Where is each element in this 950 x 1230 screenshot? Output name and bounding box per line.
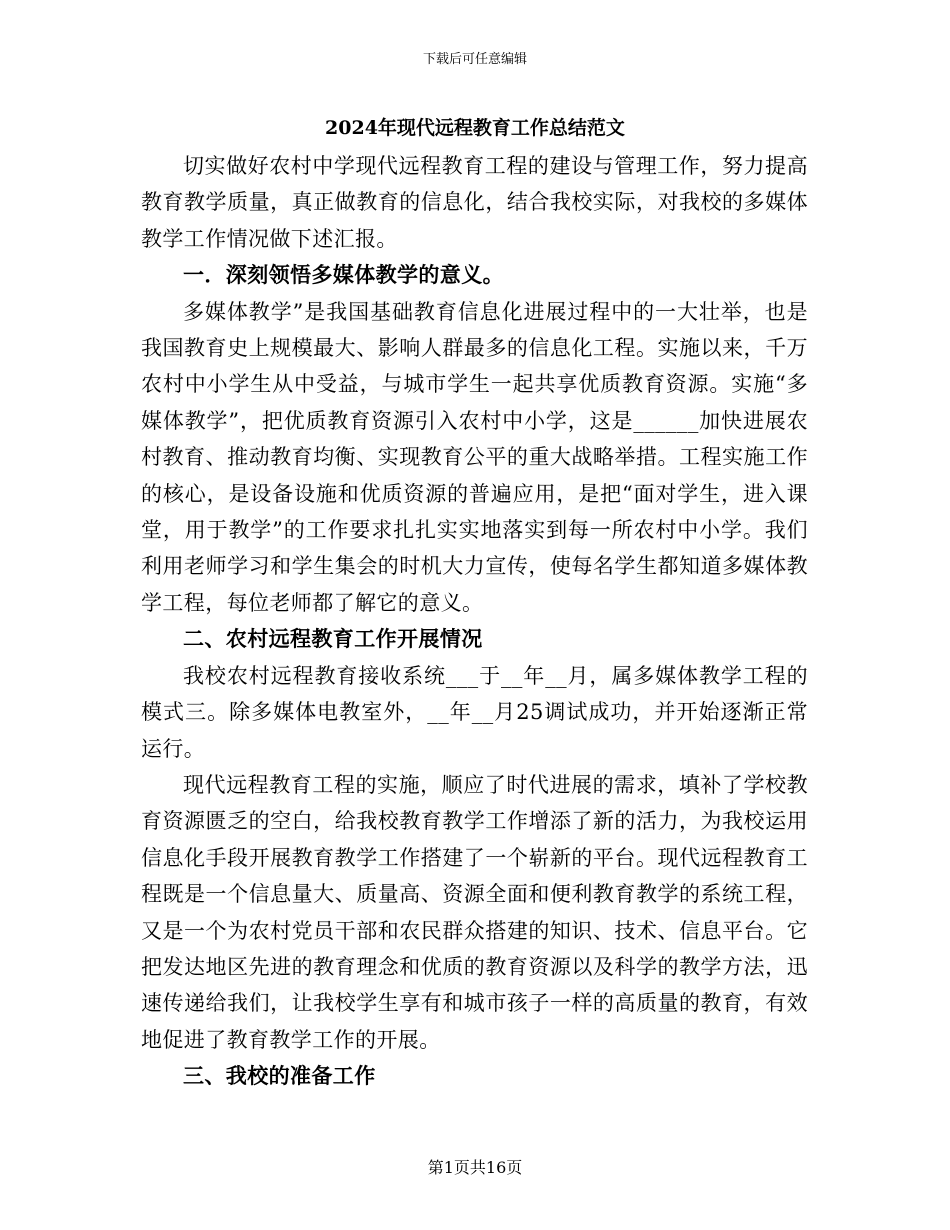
section-heading-2: 二、农村远程教育工作开展情况: [183, 626, 483, 652]
paragraph-project-impact: 现代远程教育工程的实施，顺应了时代进展的需求，填补了学校教育资源匮乏的空白，给我校教育教学工作增添了新的活力，为我校运用信息化手段开展教育教学工作搭建了一个崭新的平台。现代远程教育工程既是一个信息量大、质量高、资源全面和便利教育教学的系统工程，又是一个为农村党员干部和农民群众搭建的知识、技术、信息平台。它把发达地区先进的教育理念和优质的教育资源以及科学的教学方法，迅速传递给我们，让我校学生享有和城市孩子一样的高质量的教育，有效地促进了教育教学工作的开展。: [141, 772, 808, 1052]
document-title: 2024年现代远程教育工作总结范文: [325, 117, 625, 139]
header-note: 下载后可任意编辑: [422, 52, 527, 67]
section-heading-1: 一．深刻领悟多媒体教学的意义。: [183, 262, 504, 288]
paragraph-significance: 多媒体教学”是我国基础教育信息化进展过程中的一大壮举，也是我国教育史上规模最大、影响人群最多的信息化工程。实施以来，千万农村中小学生从中受益，与城市学生一起共享优质教育资源。实施“多媒体教学”，把优质教育资源引入农村中小学，这是______加快进展农村教育、推动教育均衡、实现教育公平的重大战略举措。工程实施工作的核心，是设备设施和优质资源的普遍应用，是把“面对学生，进入课堂，用于教学”的工作要求扎扎实实地落实到每一所农村中小学。我们利用老师学习和学生集会的时机大力宣传，使每名学生都知道多媒体教学工程，每位老师都了解它的意义。: [141, 299, 808, 615]
paragraph-system-status: 我校农村远程教育接收系统___于__年__月，属多媒体教学工程的模式三。除多媒体电教室外，__年__月25调试成功，并开始逐渐正常运行。: [141, 663, 808, 761]
document-body: [141, 148, 808, 1095]
paragraph-intro: 切实做好农村中学现代远程教育工程的建设与管理工作，努力提高教育教学质量，真正做教育的信息化，结合我校实际，对我校的多媒体教学工作情况做下述汇报。: [141, 154, 808, 251]
page-number: 第1页共16页: [427, 1158, 523, 1177]
section-heading-3: 三、我校的准备工作: [183, 1063, 376, 1089]
